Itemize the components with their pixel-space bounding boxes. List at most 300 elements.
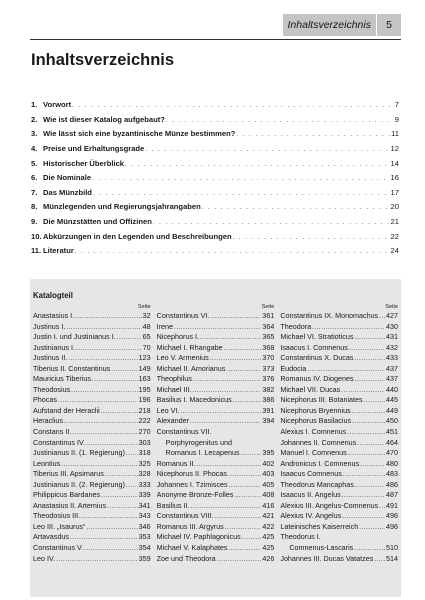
katalog-entry[interactable] <box>280 501 398 512</box>
katalog-entry[interactable] <box>280 364 398 375</box>
dot-leader <box>72 428 137 438</box>
katalog-entry[interactable] <box>157 406 275 417</box>
katalog-entry[interactable] <box>33 511 151 522</box>
katalog-entry[interactable] <box>157 554 275 565</box>
katalog-entry[interactable] <box>280 480 398 491</box>
toc-entry-page: 9 <box>394 114 399 124</box>
katalog-entry-label: Michael V. Kalaphates <box>156 543 228 553</box>
katalog-entry-label: Romanus IV. Diogenes <box>280 374 354 384</box>
katalog-entry-label: Johannes II. Comnenus <box>280 437 357 447</box>
katalog-entry[interactable] <box>33 406 151 417</box>
dot-leader <box>58 396 138 406</box>
katalog-entry[interactable] <box>33 374 151 385</box>
toc-entry-number: 4. <box>31 143 38 153</box>
toc-entry-page: 20 <box>390 202 399 212</box>
katalog-entry-label: Michael II. Amorianus <box>156 363 226 373</box>
katalog-entry-label: Justinianus I. <box>33 342 75 352</box>
dot-leader <box>66 323 141 333</box>
katalog-entry-label: Comnenus-Lascaris <box>289 543 354 553</box>
katalog-entry-page: 510 <box>386 543 399 553</box>
katalog-entry-label: Romanus III. Argyrus <box>156 521 224 531</box>
katalog-entry[interactable] <box>157 343 275 354</box>
katalog-entry[interactable] <box>280 438 398 449</box>
toc-entry-label: Münzlegenden und Regierungsjahrangaben <box>43 202 201 212</box>
katalog-entry-page: 514 <box>386 553 399 563</box>
katalog-entry[interactable] <box>33 353 151 364</box>
katalog-entry-label: Justin I. und Justinianus I. <box>33 332 116 342</box>
seite-label: Seite <box>385 304 399 310</box>
dot-leader <box>379 502 385 512</box>
dot-leader <box>111 365 137 375</box>
katalog-entry[interactable] <box>280 353 398 364</box>
katalog-entry-page: 451 <box>386 427 399 437</box>
katalog-entry[interactable] <box>280 490 398 501</box>
katalog-entry[interactable] <box>157 385 275 396</box>
katalog-entry-label: Nicephorus II. Phocas <box>156 469 227 479</box>
page-title: Inhaltsverzeichnis <box>31 51 175 69</box>
katalog-entry-page: 70 <box>142 342 151 352</box>
katalog-column <box>33 303 151 564</box>
dot-leader <box>75 312 142 322</box>
katalog-entry[interactable] <box>33 385 151 396</box>
katalog-entry-label: Constantinus V. <box>33 543 84 553</box>
katalog-entry-page: 486 <box>386 479 399 489</box>
dot-leader <box>364 396 385 406</box>
katalog-entry-label: Basilius II. <box>156 500 190 510</box>
katalog-entry-page: 440 <box>386 384 399 394</box>
katalog-entry-label: Michael VII. Ducas <box>280 384 341 394</box>
katalog-entry[interactable] <box>157 353 275 364</box>
katalog-entry-label: Theodorus I. <box>280 532 321 542</box>
katalog-entry[interactable] <box>280 543 398 554</box>
dot-leader <box>312 323 385 333</box>
katalog-entry-page: 450 <box>386 416 399 426</box>
dot-leader <box>214 512 261 522</box>
dot-leader <box>349 344 385 354</box>
dot-leader <box>307 365 385 375</box>
header-rule <box>30 39 401 40</box>
dot-leader <box>86 523 137 533</box>
katalog-entry-page: 65 <box>142 332 151 342</box>
katalog-entry-page: 433 <box>386 353 399 363</box>
katalog-entry[interactable] <box>280 385 398 396</box>
katalog-entry-label: Isaacus Comnenus <box>280 469 342 479</box>
katalog-entry[interactable] <box>280 532 398 543</box>
katalog-entry[interactable] <box>157 511 275 522</box>
katalog-entry-page: 449 <box>386 405 399 415</box>
katalog-entry-page: 403 <box>262 469 275 479</box>
dot-leader <box>234 491 261 501</box>
katalog-entry-page: 359 <box>138 553 151 563</box>
katalog-section <box>30 279 401 597</box>
dot-leader <box>357 439 385 449</box>
katalog-entry-label: Constantinus VII. <box>156 427 212 437</box>
katalog-entry-page: 487 <box>386 490 399 500</box>
dot-leader <box>93 191 390 197</box>
katalog-entry-page: 333 <box>138 479 151 489</box>
toc-entry-label: Historischer Überblick <box>43 158 125 168</box>
katalog-entry-page: 425 <box>262 532 275 542</box>
katalog-entry[interactable] <box>33 469 151 480</box>
katalog-entry[interactable] <box>33 501 151 512</box>
katalog-entry[interactable] <box>280 332 398 343</box>
katalog-entry-page: 195 <box>138 384 151 394</box>
dot-leader <box>192 386 261 396</box>
running-header-title: Inhaltsverzeichnis <box>287 19 371 31</box>
katalog-entry[interactable] <box>157 448 275 459</box>
katalog-entry[interactable] <box>33 343 151 354</box>
katalog-entry-label: Anastasius I. <box>33 311 75 320</box>
katalog-entry[interactable] <box>280 416 398 427</box>
katalog-entry-label: Porphyrogenitus und <box>165 437 233 447</box>
katalog-entry-page: 402 <box>262 458 275 468</box>
katalog-entry[interactable] <box>280 459 398 470</box>
katalog-entry[interactable] <box>157 480 275 491</box>
katalog-entry-label: Constans II. <box>33 427 72 437</box>
katalog-entry-page: 32 <box>142 311 151 320</box>
katalog-entry-label: Alexius III. Angelus-Comnenus <box>280 500 379 510</box>
dot-leader <box>92 176 389 182</box>
katalog-entry[interactable] <box>157 364 275 375</box>
katalog-entry-page: 368 <box>262 342 275 352</box>
katalog-entry[interactable] <box>33 490 151 501</box>
katalog-entry[interactable] <box>157 522 275 533</box>
dot-leader <box>76 344 142 354</box>
katalog-entry[interactable] <box>157 332 275 343</box>
katalog-entry-label: Constantinus IV. <box>33 437 86 447</box>
katalog-entry-label: Andronicus I. Comnenus <box>280 458 360 468</box>
katalog-entry[interactable] <box>33 522 151 533</box>
dot-leader <box>352 417 385 427</box>
toc-entry-number: 2. <box>31 114 38 124</box>
katalog-entry-page: 394 <box>262 416 275 426</box>
toc-entry-number: 5. <box>31 158 38 168</box>
katalog-entry[interactable] <box>33 543 151 554</box>
katalog-entry-label: Nicephorus III. Botaniates <box>280 395 363 405</box>
katalog-entry-page: 422 <box>262 521 275 531</box>
katalog-entry-page: 364 <box>262 321 275 331</box>
katalog-entry[interactable] <box>280 427 398 438</box>
katalog-entry-label: Zoe und Theodora <box>156 553 216 563</box>
dot-leader <box>379 312 385 322</box>
katalog-entry[interactable] <box>157 427 275 438</box>
katalog-entry[interactable] <box>157 416 275 427</box>
dot-leader <box>145 147 389 153</box>
toc-entry-label: Die Münzstätten und Offizinen <box>43 217 152 227</box>
katalog-entry-page: 425 <box>262 543 275 553</box>
katalog-entry-label: Isaacus I. Comnenus <box>280 342 348 352</box>
katalog-entry-label: Michael IV. Paphlagonicus <box>156 532 241 542</box>
katalog-entry-label: Philippicus Bardanes <box>33 490 101 500</box>
katalog-entry[interactable] <box>157 543 275 554</box>
toc-entry-page: 22 <box>390 231 399 241</box>
katalog-entry-label: Tiberius II. Constantinus <box>33 363 111 373</box>
dot-leader <box>210 312 261 322</box>
katalog-entry-page: 343 <box>138 511 151 521</box>
katalog-entry-page: 496 <box>386 511 399 521</box>
katalog-entry[interactable] <box>280 311 398 322</box>
katalog-entry[interactable] <box>280 374 398 385</box>
katalog-entry-label: Leo IV. <box>33 553 56 563</box>
katalog-entry[interactable] <box>157 438 275 449</box>
katalog-entry[interactable] <box>33 459 151 470</box>
toc-entry-number: 9. <box>31 217 38 227</box>
katalog-entry-page: 339 <box>138 490 151 500</box>
toc-entry[interactable] <box>31 129 399 144</box>
katalog-entry-page: 303 <box>138 437 151 447</box>
dot-leader <box>174 323 261 333</box>
dot-leader <box>86 439 138 449</box>
toc-entry[interactable] <box>31 115 399 130</box>
katalog-entry-label: Alexius I. Comnenus <box>280 427 347 437</box>
dot-leader <box>61 460 137 470</box>
katalog-entry-page: 354 <box>138 543 151 553</box>
dot-leader <box>166 118 394 124</box>
katalog-entry-label: Justinus II. <box>33 353 68 363</box>
toc-entry-page: 16 <box>390 173 399 183</box>
katalog-column <box>157 303 275 564</box>
dot-leader <box>68 354 137 364</box>
katalog-entry[interactable] <box>280 395 398 406</box>
katalog-entry-label: Justinus I. <box>33 321 66 331</box>
katalog-columns <box>33 303 398 564</box>
toc-entry-label: Vorwort <box>43 100 72 109</box>
katalog-entry-label: Artavasdus <box>33 532 69 542</box>
toc-entry[interactable] <box>31 173 399 188</box>
dot-leader <box>355 481 385 491</box>
katalog-entry-page: 370 <box>262 353 275 363</box>
katalog-column <box>280 303 398 564</box>
katalog-entry-page: 328 <box>138 469 151 479</box>
katalog-entry-label: Constantinus X. Ducas <box>280 353 354 363</box>
katalog-entry[interactable] <box>280 554 398 565</box>
katalog-entry-label: Romanus II. <box>156 458 196 468</box>
katalog-entry-label: Basilius I. Macedonicus <box>156 395 232 405</box>
katalog-entry[interactable] <box>157 322 275 333</box>
katalog-entry-page: 365 <box>262 332 275 342</box>
katalog-entry-label: Phocas <box>33 395 57 405</box>
dot-leader <box>107 502 138 512</box>
katalog-entry[interactable] <box>157 311 275 322</box>
dot-leader <box>242 533 262 543</box>
katalog-entry[interactable] <box>157 395 275 406</box>
dot-leader <box>92 375 138 385</box>
katalog-entry-label: Alexander <box>156 416 190 426</box>
dot-leader <box>236 132 390 138</box>
katalog-entry-page: 149 <box>138 363 151 373</box>
dot-leader <box>101 407 138 417</box>
toc-entry[interactable] <box>31 202 399 217</box>
katalog-entry-label: Theophilus <box>156 374 192 384</box>
dot-leader <box>180 407 261 417</box>
katalog-entry[interactable] <box>280 322 398 333</box>
dot-leader <box>200 333 261 343</box>
toc-entry-label: Literatur <box>43 246 74 256</box>
katalog-entry-label: Lateinisches Kaiserreich <box>280 521 359 531</box>
katalog-entry-label: Theodora <box>280 321 312 331</box>
toc-entry-label: Die Nominale <box>43 173 92 183</box>
katalog-entry-page: 373 <box>262 363 275 373</box>
katalog-entry-page: 222 <box>138 416 151 426</box>
toc-entry-page: 11 <box>391 129 399 139</box>
katalog-entry-label: Irene <box>156 321 174 331</box>
katalog-entry-label: Constantinus IX. Monomachus <box>280 311 379 320</box>
dot-leader <box>226 365 261 375</box>
katalog-entry[interactable] <box>280 522 398 533</box>
katalog-entry-page: 437 <box>386 374 399 384</box>
katalog-entry[interactable] <box>157 374 275 385</box>
katalog-entry-page: 270 <box>138 427 151 437</box>
dot-leader <box>71 386 138 396</box>
katalog-entry-label: Romanus I. Lecapenus <box>165 448 240 458</box>
katalog-entry-label: Michael VI. Stratioticus <box>280 332 354 342</box>
toc-entry-page: 21 <box>390 217 399 227</box>
katalog-entry[interactable] <box>157 469 275 480</box>
katalog-entry-page: 123 <box>138 353 151 363</box>
katalog-entry-page: 416 <box>262 500 275 510</box>
toc-entry[interactable] <box>31 100 399 115</box>
dot-leader <box>225 523 262 533</box>
toc-entry[interactable] <box>31 159 399 174</box>
katalog-entry-page: 361 <box>262 311 275 320</box>
katalog-entry-label: Theodosius <box>33 384 71 394</box>
katalog-entry-label: Leo VI. <box>156 405 180 415</box>
katalog-entry[interactable] <box>280 343 398 354</box>
katalog-entry-page: 341 <box>138 500 151 510</box>
toc-entry[interactable] <box>31 144 399 159</box>
katalog-entry[interactable] <box>33 532 151 543</box>
toc-entry-number: 1. <box>31 100 38 109</box>
dot-leader <box>81 512 138 522</box>
katalog-entry-page: 382 <box>262 384 275 394</box>
katalog-entry-label: Michael III. <box>156 384 192 394</box>
katalog-entry[interactable] <box>157 501 275 512</box>
dot-leader <box>341 386 385 396</box>
katalog-entry-label: Justinianus II. (2. Regierung) <box>33 479 125 489</box>
katalog-entry-page: 386 <box>262 395 275 405</box>
toc-entry-number: 3. <box>31 129 38 139</box>
dot-leader <box>153 220 390 226</box>
katalog-entry-page: 376 <box>262 374 275 384</box>
katalog-entry[interactable] <box>33 448 151 459</box>
dot-leader <box>72 103 394 109</box>
katalog-entry-label: Anastasius II. Artemius <box>33 500 107 510</box>
katalog-entry[interactable] <box>280 406 398 417</box>
dot-leader <box>105 470 138 480</box>
katalog-entry-page: 346 <box>138 521 151 531</box>
katalog-entry-page: 445 <box>386 395 399 405</box>
dot-leader <box>354 333 385 343</box>
toc-entry-number: 11. <box>31 246 42 256</box>
toc-entry[interactable] <box>31 217 399 232</box>
toc-entry[interactable] <box>31 246 399 261</box>
katalog-entry[interactable] <box>157 532 275 543</box>
katalog-entry-page: 491 <box>386 500 399 510</box>
katalog-entry-page: 218 <box>138 405 151 415</box>
dot-leader <box>347 428 385 438</box>
dot-leader <box>117 333 142 343</box>
katalog-entry-label: Leo III. „Isaurus“ <box>33 521 86 531</box>
katalog-entry-page: 48 <box>142 321 151 331</box>
katalog-entry-label: Johannes III. Ducas Vatatzes <box>280 553 374 563</box>
seite-label: Seite <box>261 304 275 310</box>
katalog-entry-label: Leontius <box>33 458 61 468</box>
page-number: 5 <box>386 19 392 31</box>
dot-leader <box>233 396 262 406</box>
katalog-entry[interactable] <box>33 554 151 565</box>
table-of-contents <box>31 100 399 261</box>
katalog-entry-label: Constantinus VIII. <box>156 511 214 521</box>
dot-leader <box>233 235 390 241</box>
katalog-entry[interactable] <box>157 490 275 501</box>
dot-leader <box>354 354 385 364</box>
katalog-entry-label: Justinianus II. (1. Regierung) <box>33 448 125 458</box>
katalog-entry-label: Eudocia <box>280 363 307 373</box>
dot-leader <box>64 417 138 427</box>
katalog-entry-page: 464 <box>386 437 399 447</box>
katalog-entry-label: Manuel I. Comnenus <box>280 448 347 458</box>
katalog-entry[interactable] <box>280 448 398 459</box>
dot-leader <box>229 481 262 491</box>
katalog-entry-page: 395 <box>262 448 275 458</box>
toc-entry-number: 8. <box>31 202 38 212</box>
dot-leader <box>190 502 261 512</box>
katalog-entry-page: 426 <box>262 553 275 563</box>
katalog-entry[interactable] <box>280 469 398 480</box>
katalog-entry-page: 391 <box>262 405 275 415</box>
katalog-entry[interactable] <box>33 364 151 375</box>
katalog-entry-label: Heraclius <box>33 416 63 426</box>
katalog-entry[interactable] <box>33 427 151 438</box>
katalog-entry-label: Aufstand der Heraclii <box>33 405 100 415</box>
toc-entry-label: Wie lässt sich eine byzantinische Münze bestimmen? <box>43 129 236 139</box>
toc-entry[interactable] <box>31 188 399 203</box>
dot-leader <box>352 407 385 417</box>
katalog-entry[interactable] <box>33 480 151 491</box>
dot-leader <box>360 460 385 470</box>
katalog-entry-page: 318 <box>138 448 151 458</box>
toc-entry-page: 24 <box>390 246 399 256</box>
katalog-entry[interactable] <box>157 459 275 470</box>
katalog-entry-page: 163 <box>138 374 151 384</box>
katalog-entry-label: Anonyme Bronze-Folles <box>156 490 234 500</box>
dot-leader <box>359 523 385 533</box>
katalog-entry-page: 421 <box>262 511 275 521</box>
katalog-entry[interactable] <box>280 511 398 522</box>
running-header <box>283 14 401 36</box>
toc-entry[interactable] <box>31 232 399 247</box>
dot-leader <box>241 449 262 459</box>
katalog-entry[interactable] <box>33 322 151 333</box>
katalog-entry[interactable] <box>33 332 151 343</box>
katalog-entry[interactable] <box>33 311 151 322</box>
toc-entry-page: 12 <box>390 143 399 153</box>
katalog-entry-label: Tiberius III. Apsimarus <box>33 469 104 479</box>
dot-leader <box>343 470 385 480</box>
katalog-entry-label: Leo V. Armenius <box>156 353 209 363</box>
dot-leader <box>126 481 138 491</box>
katalog-entry[interactable] <box>33 416 151 427</box>
katalog-entry-page: 196 <box>138 395 151 405</box>
toc-entry-number: 10. <box>31 231 42 241</box>
toc-entry-label: Abkürzungen in den Legenden und Beschreibungen <box>43 231 232 241</box>
katalog-entry-label: Nicephorus I. <box>156 332 200 342</box>
katalog-entry[interactable] <box>33 395 151 406</box>
katalog-entry-page: 470 <box>386 448 399 458</box>
katalog-entry-page: 432 <box>386 342 399 352</box>
katalog-entry-page: 480 <box>386 458 399 468</box>
katalog-entry[interactable] <box>33 438 151 449</box>
